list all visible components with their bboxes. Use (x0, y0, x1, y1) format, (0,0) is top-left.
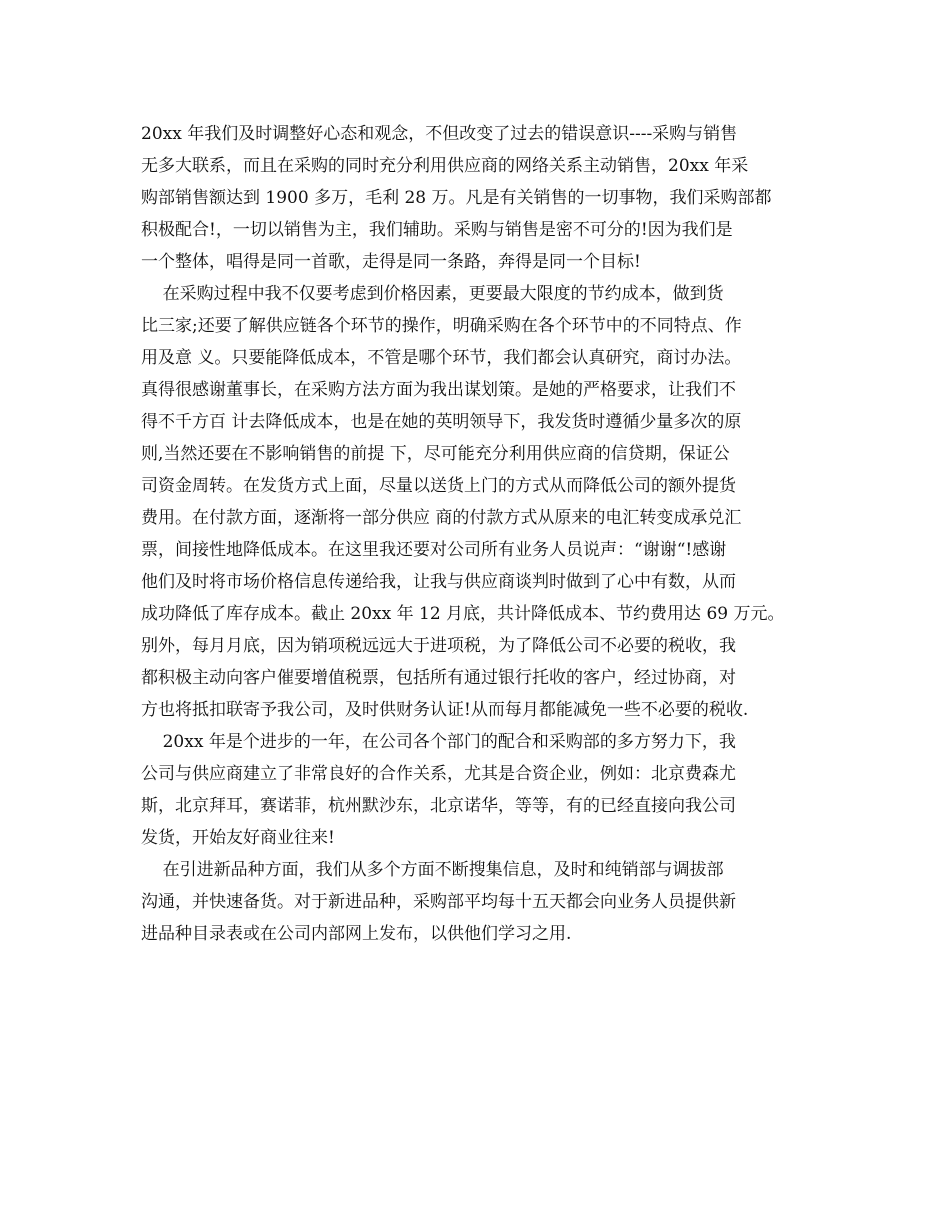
text-line: 一个整体，唱得是同一首歌，走得是同一条路，奔得是同一个目标! (141, 252, 641, 272)
document-body (141, 118, 811, 950)
text-line: 斯，北京拜耳，赛诺菲，杭州默沙东，北京诺华，等等，有的已经直接向我公司 (141, 796, 736, 816)
text-line: 票，间接性地降低成本。在这里我还要对公司所有业务人员说声：“谢谢“!感谢 (141, 540, 727, 560)
text-line: 成功降低了库存成本。截止 20xx 年 12 月底，共计降低成本、节约费用达 69 万元。 (141, 604, 785, 624)
text-line: 沟通，并快速备货。对于新进品种，采购部平均每十五天都会向业务人员提供新 (141, 892, 736, 912)
text-line: 方也将抵扣联寄予我公司，及时供财务认证!从而每月都能减免一些不必要的税收. (141, 700, 749, 720)
text-line: 20xx 年我们及时调整好心态和观念，不但改变了过去的错误意识----采购与销售 (141, 124, 738, 144)
paragraph (141, 278, 811, 726)
text-line: 在引进新品种方面，我们从多个方面不断搜集信息，及时和纯销部与调拔部 (141, 860, 724, 880)
text-line: 比三家;还要了解供应链各个环节的操作，明确采购在各个环节中的不同特点、作 (141, 316, 742, 336)
paragraph (141, 118, 811, 278)
text-line: 得不千方百 计去降低成本，也是在她的英明领导下，我发货时遵循少量多次的原 (141, 412, 742, 432)
text-line: 费用。在付款方面，逐渐将一部分供应 商的付款方式从原来的电汇转变成承兑汇 (141, 508, 742, 528)
text-line: 在采购过程中我不仅要考虑到价格因素，更要最大限度的节约成本，做到货 (141, 284, 724, 304)
text-line: 无多大联系，而且在采购的同时充分利用供应商的网络关系主动销售，20xx 年采 (141, 156, 749, 176)
text-line: 别外，每月月底，因为销项税远远大于进项税，为了降低公司不必要的税收，我 (141, 636, 736, 656)
text-line: 购部销售额达到 1900 多万，毛利 28 万。凡是有关销售的一切事物，我们采购部都 (141, 188, 772, 208)
text-line: 他们及时将市场价格信息传递给我，让我与供应商谈判时做到了心中有数，从而 (141, 572, 736, 592)
text-line: 用及意 义。只要能降低成本，不管是哪个环节，我们都会认真研究，商讨办法。 (141, 348, 742, 368)
paragraph (141, 854, 811, 950)
text-line: 公司与供应商建立了非常良好的合作关系，尤其是合资企业，例如：北京费森尤 (141, 764, 736, 784)
text-line: 进品种目录表或在公司内部网上发布，以供他们学习之用. (141, 924, 572, 944)
text-line: 真得很感谢董事长，在采购方法方面为我出谋划策。是她的严格要求，让我们不 (141, 380, 736, 400)
paragraph (141, 726, 811, 854)
text-line: 则,当然还要在不影响销售的前提 下，尽可能充分利用供应商的信贷期，保证公 (141, 444, 730, 464)
text-line: 都积极主动向客户催要增值税票，包括所有通过银行托收的客户，经过协商，对 (141, 668, 736, 688)
text-line: 司资金周转。在发货方式上面，尽量以送货上门的方式从而降低公司的额外提货 (141, 476, 736, 496)
text-line: 积极配合!，一切以销售为主，我们辅助。采购与销售是密不可分的!因为我们是 (141, 220, 733, 240)
text-line: 发货，开始友好商业往来! (141, 828, 335, 848)
text-line: 20xx 年是个进步的一年，在公司各个部门的配合和采购部的多方努力下，我 (141, 732, 736, 752)
